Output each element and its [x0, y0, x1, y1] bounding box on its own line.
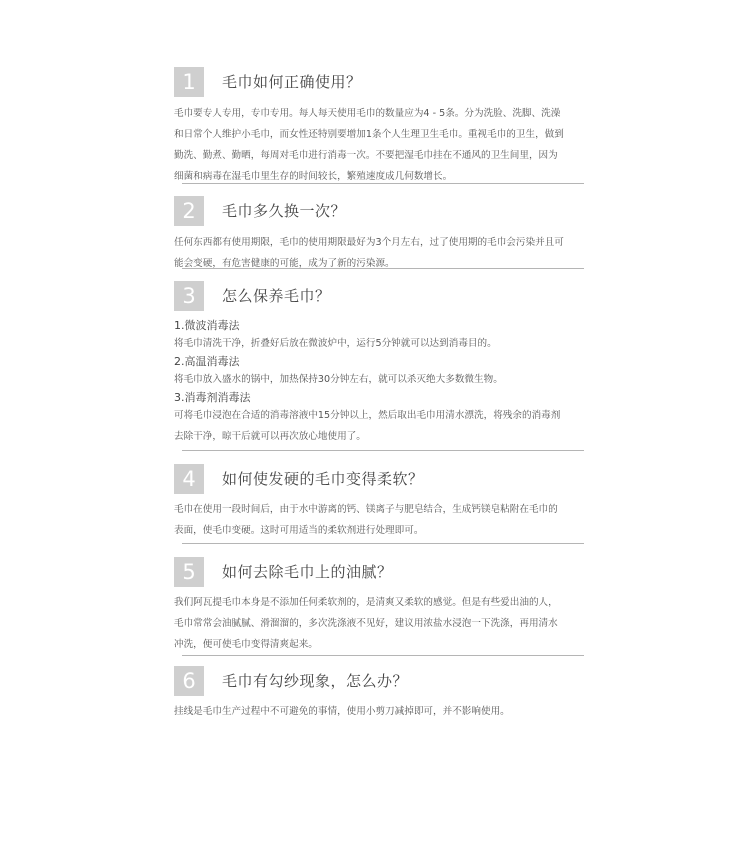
section-header	[174, 666, 594, 696]
body-line: 冲洗，便可使毛巾变得清爽起来。	[174, 639, 318, 650]
section-title: 怎么保养毛巾？	[222, 287, 331, 305]
section-number-badge: 5	[174, 557, 204, 587]
body-line: 毛巾在使用一段时间后，由于水中游离的钙、镁离子与肥皂结合，生成钙镁皂粘附在毛巾的	[174, 504, 558, 515]
section-divider	[182, 268, 584, 269]
method-text: 将毛巾清洗干净，折叠好后放在微波炉中，运行5分钟就可以达到消毒目的。	[174, 338, 497, 349]
section-title: 毛巾有勾纱现象，怎么办？	[222, 672, 409, 690]
body-line: 任何东西都有使用期限，毛巾的使用期限最好为3个月左右，过了使用期的毛巾会污染并且可	[174, 237, 564, 248]
method-text: 去除干净，晾干后就可以再次放心地使用了。	[174, 431, 366, 442]
section-number-badge: 2	[174, 196, 204, 226]
section-divider	[182, 183, 584, 184]
method-heading: 3.消毒剂消毒法	[174, 391, 251, 404]
body-line: 表面，使毛巾变硬。这时可用适当的柔软剂进行处理即可。	[174, 525, 424, 536]
method-text: 可将毛巾浸泡在合适的消毒溶液中15分钟以上，然后取出毛巾用清水漂洗，将残余的消毒剂	[174, 410, 561, 421]
section-number-badge: 3	[174, 281, 204, 311]
section-header	[174, 196, 594, 226]
method-heading: 2.高温消毒法	[174, 355, 240, 368]
section-body	[174, 592, 594, 655]
section-header	[174, 464, 594, 494]
body-line: 毛巾常常会油腻腻、滑溜溜的，多次洗涤液不见好，建议用浓盐水浸泡一下洗涤，再用清水	[174, 618, 558, 629]
method-text: 将毛巾放入盛水的锅中，加热保持30分钟左右，就可以杀灭绝大多数微生物。	[174, 374, 503, 385]
section-header	[174, 67, 594, 97]
section-number-badge: 1	[174, 67, 204, 97]
section-header	[174, 281, 594, 311]
body-line: 细菌和病毒在湿毛巾里生存的时间较长，繁殖速度成几何数增长。	[174, 171, 453, 182]
body-line: 毛巾要专人专用，专巾专用。每人每天使用毛巾的数量应为4 - 5条。分为洗脸、洗脚、洗澡	[174, 108, 561, 119]
section-divider	[182, 543, 584, 544]
section-body	[174, 701, 594, 722]
section-title: 毛巾多久换一次？	[222, 202, 347, 220]
section-title: 毛巾如何正确使用？	[222, 73, 362, 91]
section-body	[174, 103, 594, 187]
method-heading: 1.微波消毒法	[174, 319, 240, 332]
body-line: 能会变硬，有危害健康的可能，成为了新的污染源。	[174, 258, 395, 269]
body-line: 我们阿瓦提毛巾本身是不添加任何柔软剂的，是清爽又柔软的感觉。但是有些爱出油的人，	[174, 597, 558, 608]
body-line: 勤洗、勤煮、勤晒，每周对毛巾进行消毒一次。不要把湿毛巾挂在不通风的卫生间里，因为	[174, 150, 558, 161]
section-header	[174, 557, 594, 587]
section-title: 如何去除毛巾上的油腻？	[222, 563, 393, 581]
section-body	[174, 318, 594, 447]
section-divider	[182, 450, 584, 451]
body-line: 和日常个人维护小毛巾，而女性还特别要增加1条个人生理卫生毛巾。重视毛巾的卫生，做到	[174, 129, 564, 140]
body-line: 挂线是毛巾生产过程中不可避免的事情，使用小剪刀减掉即可，并不影响使用。	[174, 706, 510, 717]
section-number-badge: 4	[174, 464, 204, 494]
section-title: 如何使发硬的毛巾变得柔软？	[222, 470, 424, 488]
section-body	[174, 499, 594, 541]
section-divider	[182, 655, 584, 656]
section-number-badge: 6	[174, 666, 204, 696]
